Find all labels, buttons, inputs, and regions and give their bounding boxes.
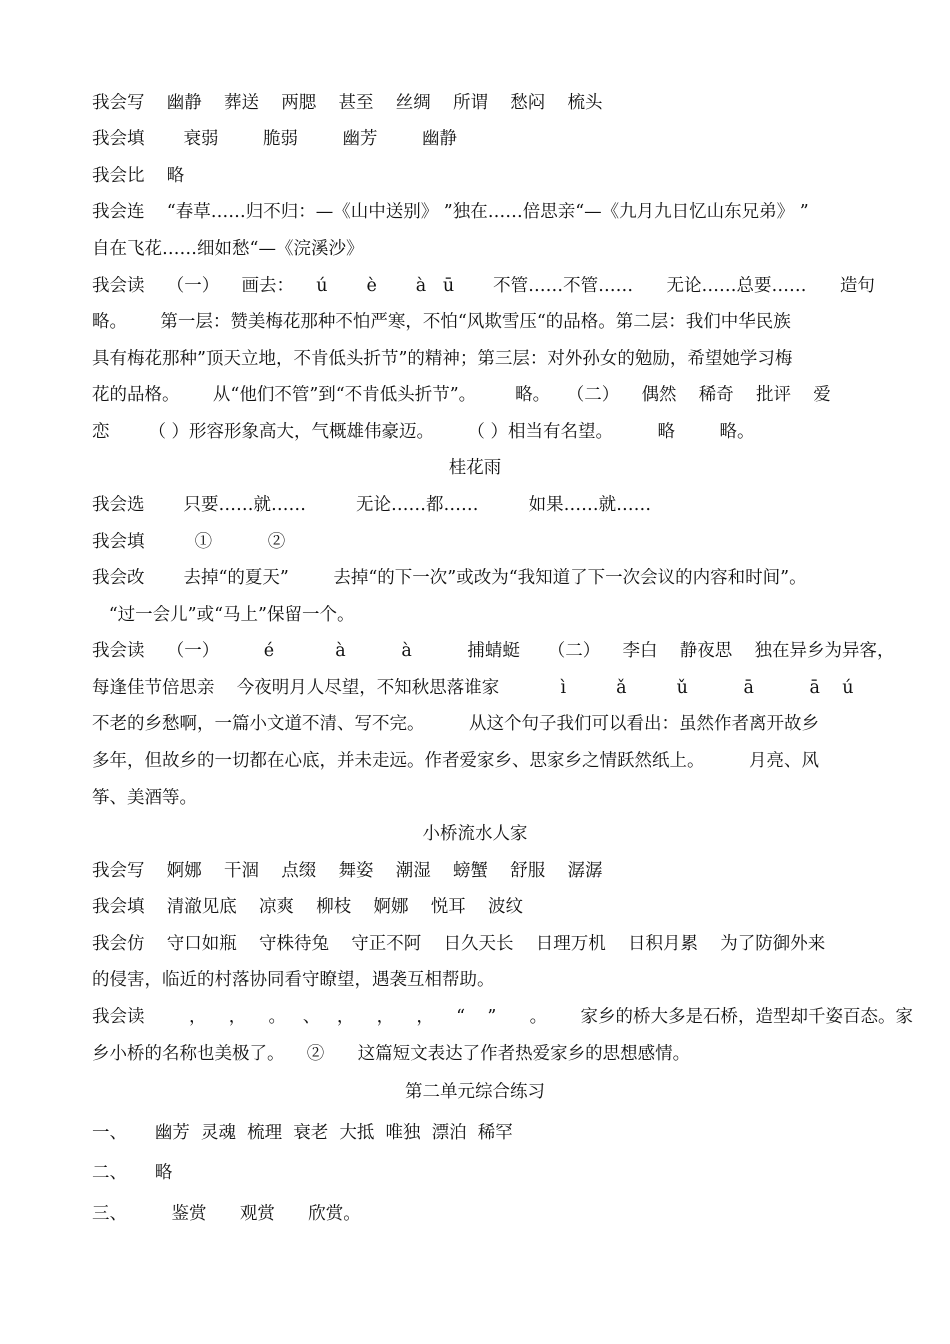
answer-line: 我会连 “春草……归不归：—《山中送别》 ”独在……倍思亲“—《九月九日忆山东兄弟》 ” [92, 202, 809, 222]
answer-line: 二、 略 [92, 1163, 173, 1183]
answer-line: 我会仿 守口如瓶 守株待兔 守正不阿 日久天长 日理万机 日积月累 为了防御外来 [92, 934, 826, 954]
answer-line: 自在飞花……细如愁“—《浣溪沙》 [92, 239, 364, 259]
section-title: 第二单元综合练习 [405, 1082, 545, 1102]
answer-line: 我会读 （一） 画去： ú è à ū 不管……不管…… 无论……总要…… 造句 [92, 276, 875, 296]
answer-line: 每逢佳节倍思亲 今夜明月人尽望，不知秋思落谁家 ì ǎ ǔ ā ā ú [92, 678, 854, 698]
answer-line: 恋 （ ）形容形象高大，气概雄伟豪迈。 （ ）相当有名望。 略 略。 [92, 422, 755, 442]
answer-line: 我会填 衰弱 脆弱 幽芳 幽静 [92, 129, 457, 149]
section-title: 小桥流水人家 [422, 824, 528, 844]
answer-line: 筝、美酒等。 [92, 788, 197, 808]
answer-line: 乡小桥的名称也美极了。 ② 这篇短文表达了作者热爱家乡的思想感情。 [92, 1044, 691, 1064]
answer-line: 我会读 ， ， 。 、 ， ， ， “ ” 。 家乡的桥大多是石桥，造型却千姿百态。家 [92, 1007, 914, 1027]
answer-line: 我会写 婀娜 干涸 点缀 舞姿 潮湿 螃蟹 舒服 潺潺 [92, 861, 603, 881]
answer-line: 我会填 ① ② [92, 532, 286, 552]
answer-line: 的侵害，临近的村落协同看守瞭望，遇袭互相帮助。 [92, 970, 495, 990]
answer-line: 多年，但故乡的一切都在心底，并未走远。作者爱家乡、思家乡之情跃然纸上。 月亮、风 [92, 751, 819, 771]
answer-line: 具有梅花那种”顶天立地，不肯低头折节”的精神；第三层：对外孙女的勉励，希望她学习梅 [92, 349, 793, 369]
answer-line: 我会填 清澈见底 凉爽 柳枝 婀娜 悦耳 波纹 [92, 897, 524, 917]
answer-line: 我会写 幽静 葬送 两腮 甚至 丝绸 所谓 愁闷 梳头 [92, 93, 603, 113]
answer-line: 略。 第一层：赞美梅花那种不怕严寒，不怕“风欺雪压“的品格。第二层：我们中华民族 [92, 312, 791, 332]
answer-line: 花的品格。 从“他们不管”到“不肯低头折节”。 略。 （二） 偶然 稀奇 批评 爱 [92, 385, 831, 405]
answer-line: 我会读 （一） é à à 捕蜻蜓 （二） 李白 静夜思 独在异乡为异客， [92, 641, 895, 661]
answer-line: 一、 幽芳 灵魂 梳理 衰老 大抵 唯独 漂泊 稀罕 [92, 1123, 513, 1143]
answer-line: 我会改 去掉“的夏天” 去掉“的下一次”或改为“我知道了下一次会议的内容和时间”。 [92, 568, 807, 588]
section-title: 桂花雨 [448, 458, 502, 478]
answer-line: 不老的乡愁啊，一篇小文道不清、写不完。 从这个句子我们可以看出：虽然作者离开故乡 [92, 714, 819, 734]
answer-line: “过一会儿”或“马上”保留一个。 [92, 605, 355, 625]
answer-line: 我会比 略 [92, 166, 185, 186]
answer-line: 我会选 只要……就…… 无论……都…… 如果……就…… [92, 495, 652, 515]
answer-line: 三、 鉴赏 观赏 欣赏。 [92, 1204, 361, 1224]
